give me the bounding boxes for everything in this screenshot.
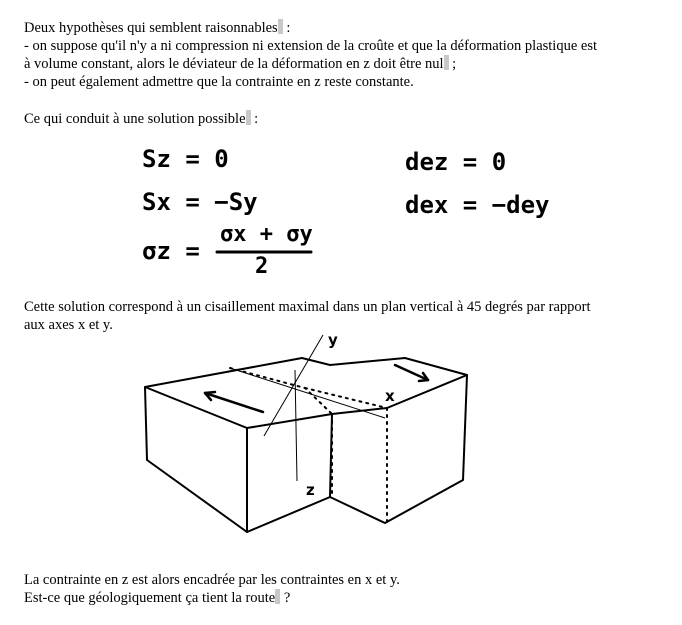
equation-sx: Sx = −Sy: [142, 188, 258, 216]
shear-block-diagram: [130, 330, 480, 550]
block-left-face: [145, 387, 247, 532]
shear-arrow-left: [205, 393, 263, 412]
intro-line-3-tail: ;: [448, 56, 457, 72]
solution-intro-text: Ce qui conduit à une solution possible: [24, 111, 246, 127]
block-right-face: [247, 375, 467, 532]
axis-label-z: z: [306, 481, 315, 499]
equation-sigma-z-lhs: σz =: [142, 237, 200, 265]
conclusion-line-2: aux axes x et y.: [24, 317, 113, 333]
intro-line-1-text: Deux hypothèses qui semblent raisonnables: [24, 20, 278, 36]
axis-label-x: x: [385, 387, 395, 405]
equation-dez: dez = 0: [405, 148, 507, 176]
intro-line-1: [24, 19, 290, 38]
conclusion-line-1: Cette solution correspond à un cisaillement maximal dans un plan vertical à 45 degrés par rapport: [24, 299, 591, 315]
closing-line-2-text: Est-ce que géologiquement ça tient la route: [24, 590, 276, 606]
equation-sz: Sz = 0: [142, 145, 229, 173]
closing-line-2-tail: ?: [280, 590, 291, 606]
axis-label-y: y: [328, 331, 338, 349]
equation-sigma-z-numerator: σx + σy: [220, 222, 313, 247]
equation-sigma-z-denominator: 2: [255, 254, 269, 279]
intro-line-3: [24, 55, 456, 74]
axis-z-line: [295, 370, 297, 481]
intro-line-2: - on suppose qu'il n'y a ni compression ni extension de la croûte et que la déformation plastique est: [24, 38, 598, 54]
intro-line-4: - on peut également admettre que la contrainte en z reste constante.: [24, 74, 414, 90]
intro-line-1-tail: :: [282, 20, 291, 36]
solution-intro-tail: :: [250, 111, 259, 127]
closing-line-2: [24, 589, 290, 608]
intro-line-3-text: à volume constant, alors le déviateur de la déformation en z doit être nul: [24, 56, 444, 72]
equation-dex: dex = −dey: [405, 191, 550, 219]
axis-x-line: [230, 368, 385, 418]
solution-intro: [24, 110, 258, 129]
closing-line-1: La contrainte en z est alors encadrée par les contraintes en x et y.: [24, 572, 400, 588]
